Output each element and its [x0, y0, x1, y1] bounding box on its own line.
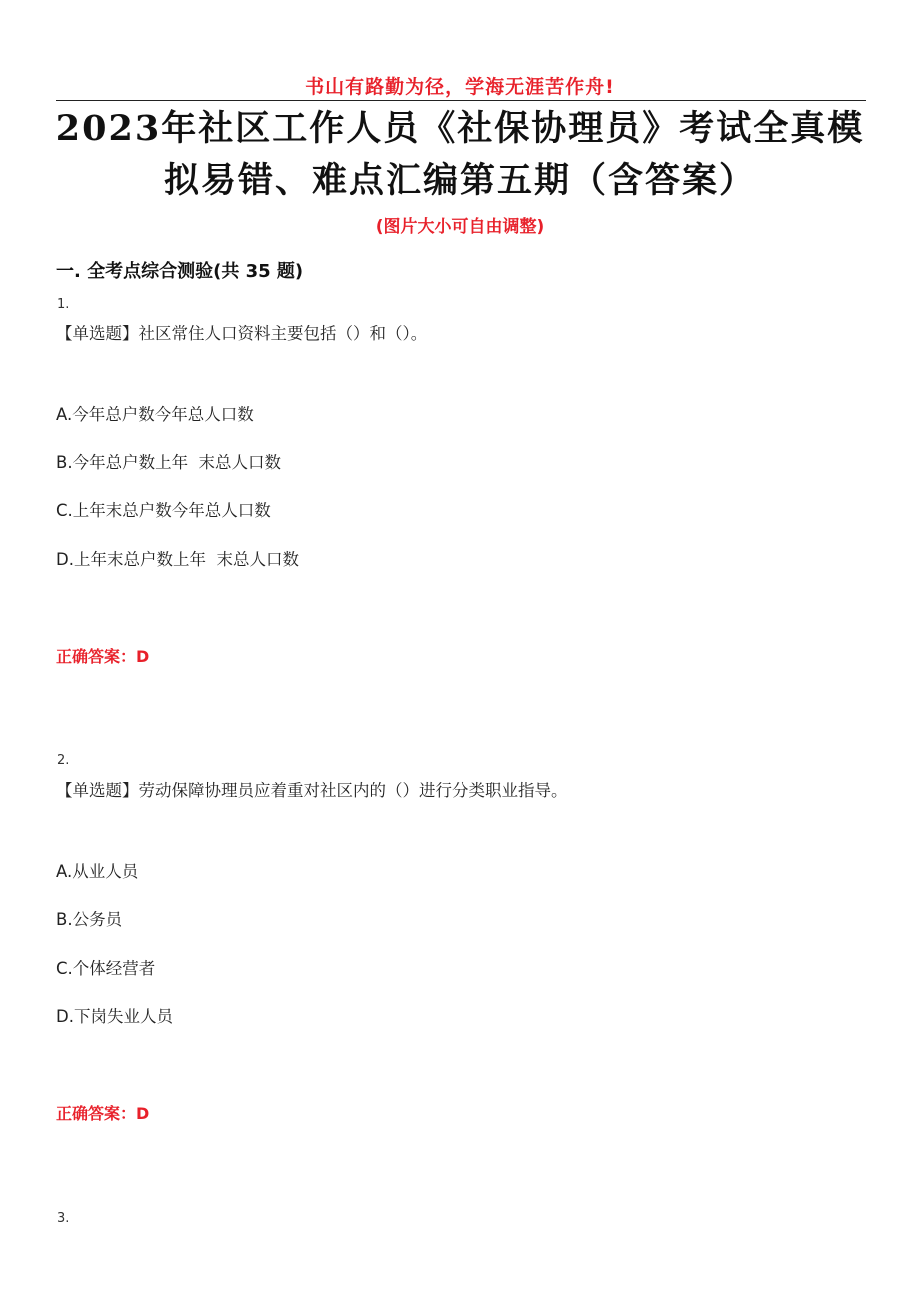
correct-answer: 正确答案：D	[56, 1104, 150, 1123]
option-c: C.上年末总户数今年总人口数	[56, 501, 271, 520]
document-subtitle: (图片大小可自由调整)	[375, 217, 545, 237]
option-c: C.个体经营者	[56, 959, 156, 978]
correct-answer: 正确答案：D	[56, 647, 150, 666]
header-divider	[56, 100, 866, 101]
header-motto: 书山有路勤为径，学海无涯苦作舟!	[305, 76, 615, 98]
option-b: B.今年总户数上年 末总人口数	[56, 453, 282, 472]
option-d: D.下岗失业人员	[56, 1007, 173, 1026]
title-line-2: 拟易错、难点汇编第五期（含答案）	[163, 160, 756, 201]
option-a: A.从业人员	[56, 862, 139, 881]
question-stem: 【单选题】劳动保障协理员应着重对社区内的（）进行分类职业指导。	[56, 781, 568, 800]
question-stem: 【单选题】社区常住人口资料主要包括（）和（）。	[56, 324, 428, 343]
option-b: B.公务员	[56, 910, 123, 929]
section-heading: 一. 全考点综合测验(共 35 题)	[56, 261, 304, 282]
question-number: 1.	[57, 297, 70, 312]
title-line-1: 2023年社区工作人员《社保协理员》考试全真模	[55, 108, 865, 149]
option-d: D.上年末总户数上年 末总人口数	[56, 550, 299, 569]
document-title	[40, 103, 880, 207]
option-a: A.今年总户数今年总人口数	[56, 405, 254, 424]
question-number: 2.	[57, 753, 70, 768]
question-number: 3.	[57, 1211, 70, 1226]
